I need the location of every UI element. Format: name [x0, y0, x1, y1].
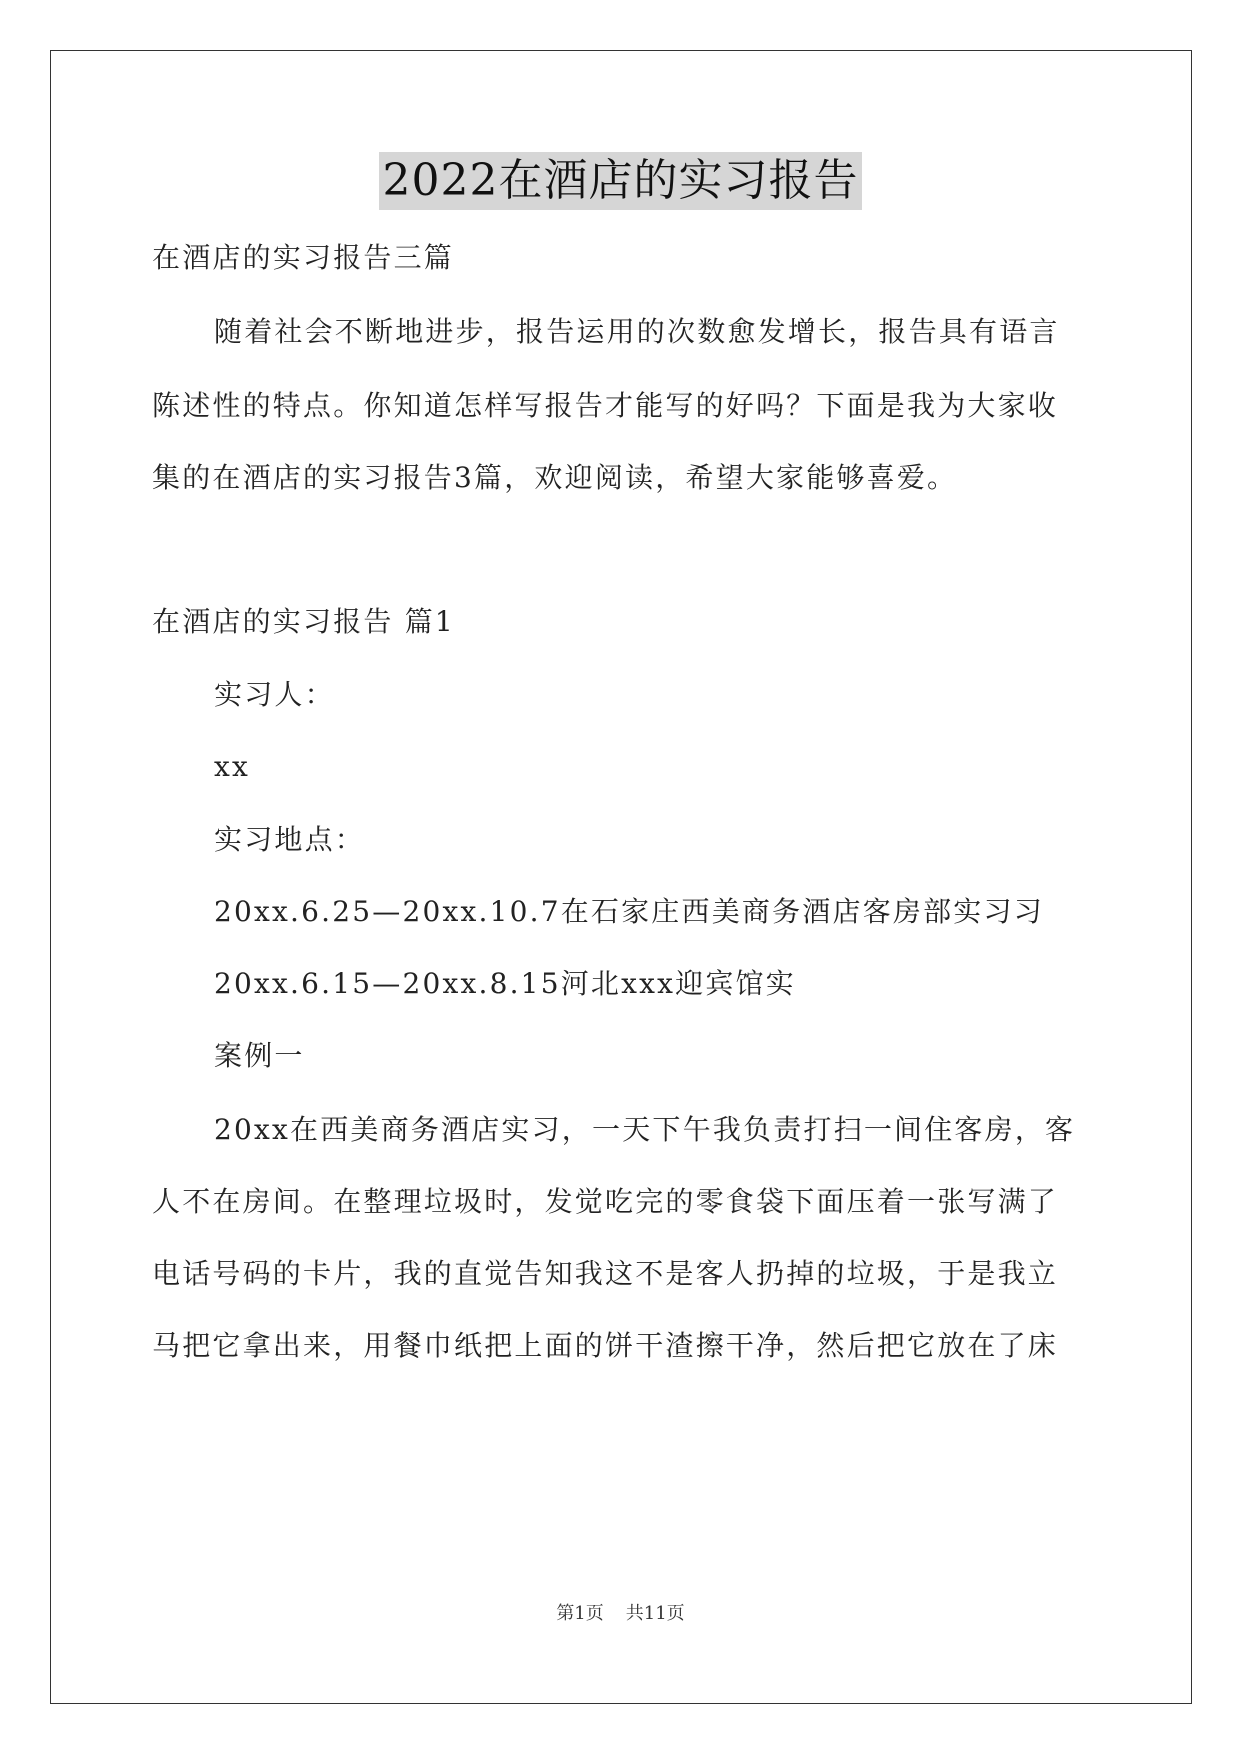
case-heading: 案例一: [214, 1039, 305, 1072]
page-total: 共11页: [625, 1603, 685, 1624]
section-heading: 在酒店的实习报告 篇1: [152, 605, 455, 638]
case-line: 电话号码的卡片，我的直觉告知我这不是客人扔掉的垃圾，于是我立: [152, 1257, 1059, 1290]
intern-label: 实习人：: [214, 678, 335, 711]
location-line: 20xx.6.25—20xx.10.7在石家庄西美商务酒店客房部实习习: [214, 895, 1044, 928]
page-footer: [0, 1602, 1241, 1626]
page-border: [50, 50, 1192, 1704]
case-line: 马把它拿出来，用餐巾纸把上面的饼干渣擦干净，然后把它放在了床: [152, 1329, 1059, 1362]
intro-line: 陈述性的特点。你知道怎样写报告才能写的好吗？下面是我为大家收: [152, 389, 1059, 422]
page-number: 第1页: [556, 1603, 604, 1624]
document-title: 2022在酒店的实习报告: [379, 152, 863, 210]
case-line: 人不在房间。在整理垃圾时，发觉吃完的零食袋下面压着一张写满了: [152, 1185, 1059, 1218]
intro-line: 随着社会不断地进步，报告运用的次数愈发增长，报告具有语言: [214, 315, 1060, 348]
intern-value: xx: [214, 750, 250, 783]
document-subtitle: 在酒店的实习报告三篇: [152, 241, 455, 274]
location-line: 20xx.6.15—20xx.8.15河北xxx迎宾馆实: [214, 967, 796, 1000]
title-container: [0, 152, 1241, 210]
location-label: 实习地点：: [214, 823, 366, 856]
case-line: 20xx在西美商务酒店实习，一天下午我负责打扫一间住客房，客: [214, 1113, 1076, 1146]
intro-line: 集的在酒店的实习报告3篇，欢迎阅读，希望大家能够喜爱。: [152, 461, 958, 494]
